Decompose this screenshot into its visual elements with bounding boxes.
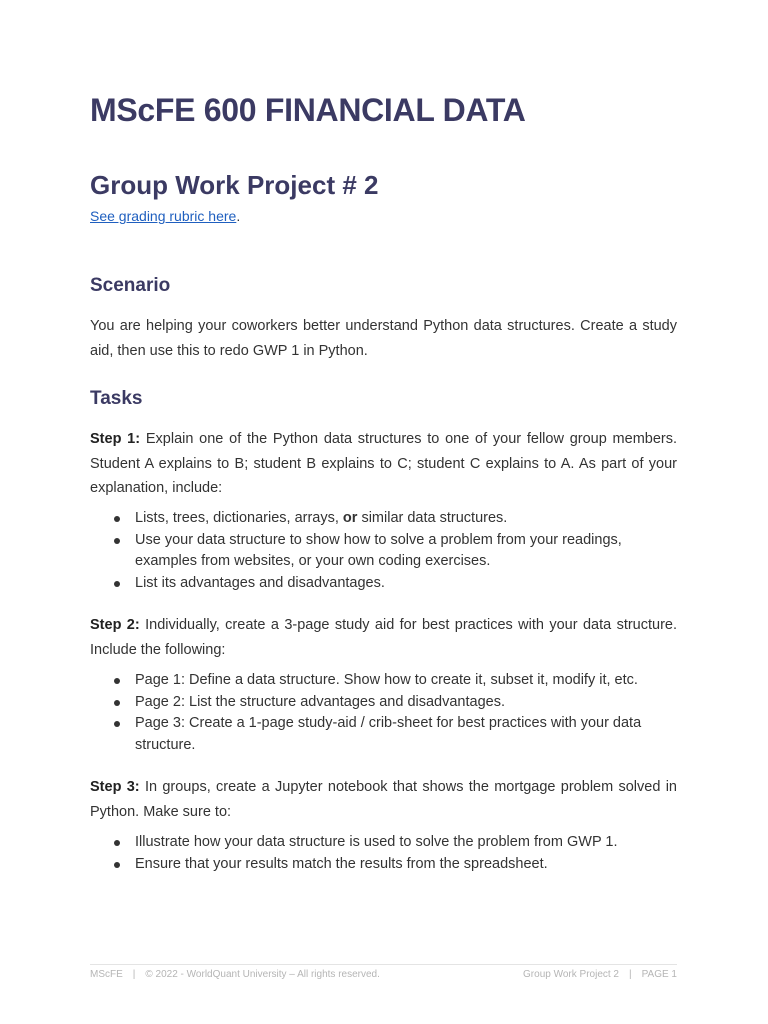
footer-left xyxy=(90,969,380,980)
course-title: MScFE 600 FINANCIAL DATA xyxy=(90,92,526,128)
step1-text: Explain one of the Python data structures to one of your fellow group members. Student A explains to B; student B explains to C; student C explains to A. As part of your explanation, include: xyxy=(90,431,678,496)
step2-bullet-2: Page 2: List the structure advantages and disadvantages. xyxy=(90,692,677,714)
scenario-heading: Scenario xyxy=(90,275,171,296)
step3-bullet-1: Illustrate how your data structure is used to solve the problem from GWP 1. xyxy=(90,832,677,854)
step3-label: Step 3: xyxy=(90,779,140,795)
step1-bullet-1-text-after: similar data structures. xyxy=(357,510,508,526)
step1-bullet-1-text-before: Lists, trees, dictionaries, arrays, xyxy=(135,510,343,526)
step3-bullet-list xyxy=(90,832,677,875)
step1-paragraph xyxy=(90,427,677,501)
step2-label: Step 2: xyxy=(90,617,140,633)
step1-bullet-2: Use your data structure to show how to solve a problem from your readings, examples from websites, or your own coding exercises. xyxy=(90,530,677,573)
step2-paragraph xyxy=(90,613,677,662)
footer-project: Group Work Project 2 xyxy=(523,969,619,980)
page-footer xyxy=(90,964,677,980)
rubric-line xyxy=(90,208,240,224)
step1-label: Step 1: xyxy=(90,431,141,447)
project-title: Group Work Project # 2 xyxy=(90,170,379,200)
scenario-text: You are helping your coworkers better understand Python data structures. Create a study aid, then use this to redo GWP 1 in Python. xyxy=(90,318,677,359)
document-page xyxy=(90,0,677,1024)
step2-bullet-3: Page 3: Create a 1-page study-aid / crib-sheet for best practices with your data structure. xyxy=(90,713,677,756)
step1-bullet-1 xyxy=(90,508,677,530)
step2-text: Individually, create a 3-page study aid for best practices with your data structure. Include the following: xyxy=(90,617,677,658)
step2-bullet-list xyxy=(90,670,677,757)
step3-bullet-2: Ensure that your results match the results from the spreadsheet. xyxy=(90,854,677,876)
footer-right xyxy=(523,969,677,980)
step2-bullet-1: Page 1: Define a data structure. Show how to create it, subset it, modify it, etc. xyxy=(90,670,677,692)
step3-paragraph xyxy=(90,775,677,824)
step1-bullet-list xyxy=(90,508,677,595)
footer-separator: | xyxy=(132,969,136,980)
tasks-heading: Tasks xyxy=(90,388,143,409)
footer-page-number: PAGE 1 xyxy=(641,969,677,980)
rubric-trailing-period: . xyxy=(236,208,241,224)
footer-separator: | xyxy=(629,969,632,980)
step1-bullet-3: List its advantages and disadvantages. xyxy=(90,573,677,595)
step3-text: In groups, create a Jupyter notebook that shows the mortgage problem solved in Python. Make sure to: xyxy=(90,779,678,820)
step1-bullet-1-bold-or: or xyxy=(342,510,358,526)
footer-copyright: © 2022 - WorldQuant University – All rights reserved. xyxy=(145,969,380,980)
grading-rubric-link[interactable]: See grading rubric here xyxy=(90,208,237,224)
footer-course: MScFE xyxy=(90,969,123,980)
